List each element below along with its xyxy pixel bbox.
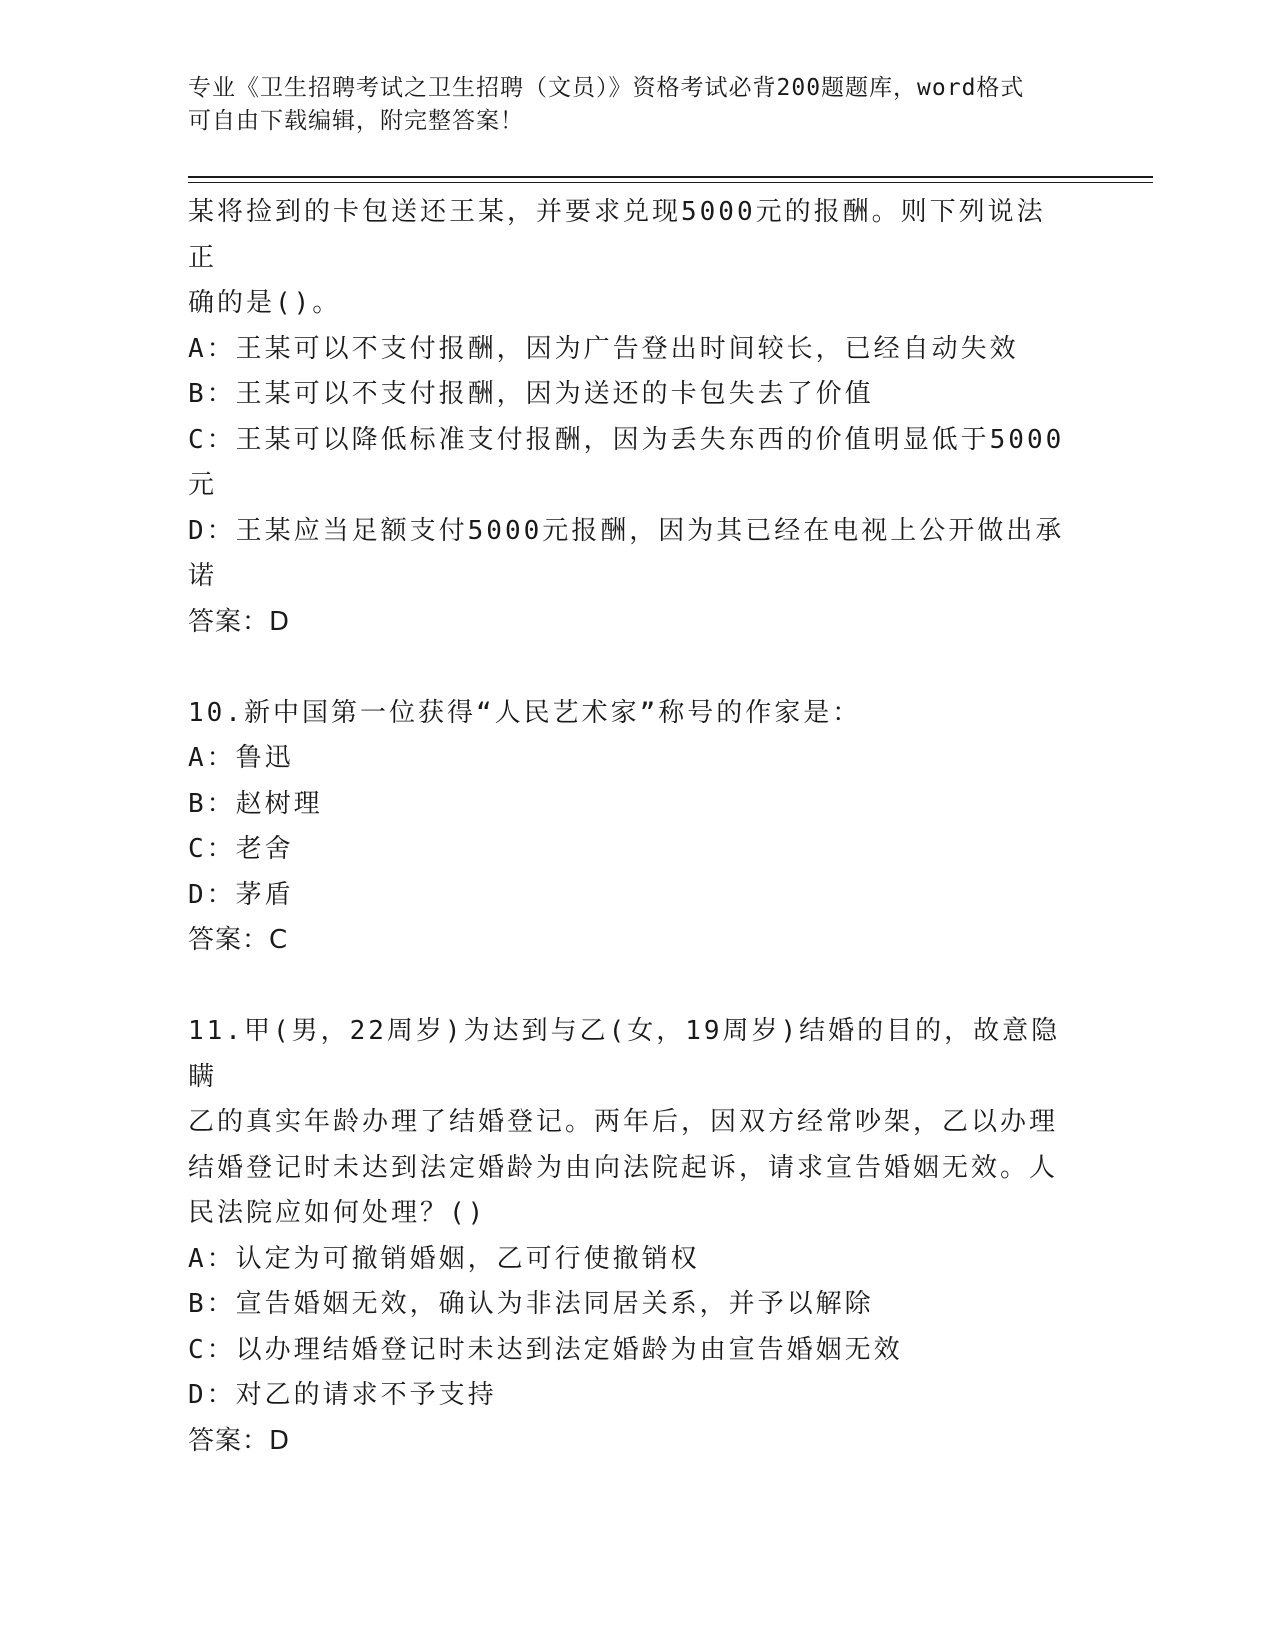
question-9-option-c-line-2: 元 [188, 470, 218, 500]
question-spacer [188, 964, 1068, 1010]
question-11-answer: 答案：D [188, 1425, 291, 1456]
question-spacer [188, 645, 1068, 691]
question-11-option-b: B：宣告婚姻无效，确认为非法同居关系，并予以解除 [188, 1289, 874, 1319]
question-11-option-a: A：认定为可撤销婚姻，乙可行使撤销权 [188, 1243, 700, 1274]
question-11-stem-line-2: 乙的真实年龄办理了结婚登记。两年后，因双方经常吵架，乙以办理 [188, 1107, 1059, 1137]
question-9-answer: 答案：D [188, 606, 291, 637]
question-9-option-d-line-2: 诺 [188, 561, 218, 591]
question-9-option-c-line-1: C：王某可以降低标准支付报酬，因为丢失东西的价值明显低于5000 [188, 424, 1065, 455]
question-10-option-c: C：老舍 [188, 834, 294, 864]
question-10-stem: 10.新中国第一位获得“人民艺术家”称号的作家是： [188, 697, 862, 728]
question-11-option-d: D：对乙的请求不予支持 [188, 1380, 497, 1410]
question-11-stem-line-4: 民法院应如何处理？() [188, 1198, 487, 1228]
question-10-option-d: D：茅盾 [188, 879, 294, 910]
question-11 [188, 1009, 1068, 1464]
question-11-option-c: C：以办理结婚登记时未达到法定婚龄为由宣告婚姻无效 [188, 1334, 903, 1365]
question-10-option-b: B：赵树理 [188, 788, 323, 819]
question-10 [188, 691, 1068, 964]
question-10-answer: 答案：C [188, 925, 289, 955]
question-9 [188, 190, 1068, 645]
question-10-option-a: A：鲁迅 [188, 743, 294, 773]
question-11-stem-line-3: 结婚登记时未达到法定婚龄为由向法院起诉，请求宣告婚姻无效。人 [188, 1152, 1059, 1183]
question-content [188, 190, 1068, 1464]
question-9-option-b: B：王某可以不支付报酬，因为送还的卡包失去了价值 [188, 379, 874, 409]
document-header [188, 72, 1068, 138]
question-9-option-a: A：王某可以不支付报酬，因为广告登出时间较长，已经自动失效 [188, 333, 1019, 364]
header-divider-thick [188, 176, 1153, 178]
header-title-line-2: 可自由下载编辑，附完整答案！ [188, 108, 524, 134]
question-9-stem-line-2: 确的是()。 [188, 288, 342, 318]
header-title-line-1: 专业《卫生招聘考试之卫生招聘（文员）》资格考试必背200题题库，word格式 [188, 75, 1025, 101]
header-divider-thin [188, 182, 1153, 183]
question-11-stem-line-1: 11.甲(男，22周岁)为达到与乙(女，19周岁)结婚的目的，故意隐瞒 [188, 1016, 1061, 1092]
question-9-stem-line-1: 某将捡到的卡包送还王某，并要求兑现5000元的报酬。则下列说法正 [188, 197, 1046, 273]
question-9-option-d-line-1: D：王某应当足额支付5000元报酬，因为其已经在电视上公开做出承 [188, 515, 1065, 546]
